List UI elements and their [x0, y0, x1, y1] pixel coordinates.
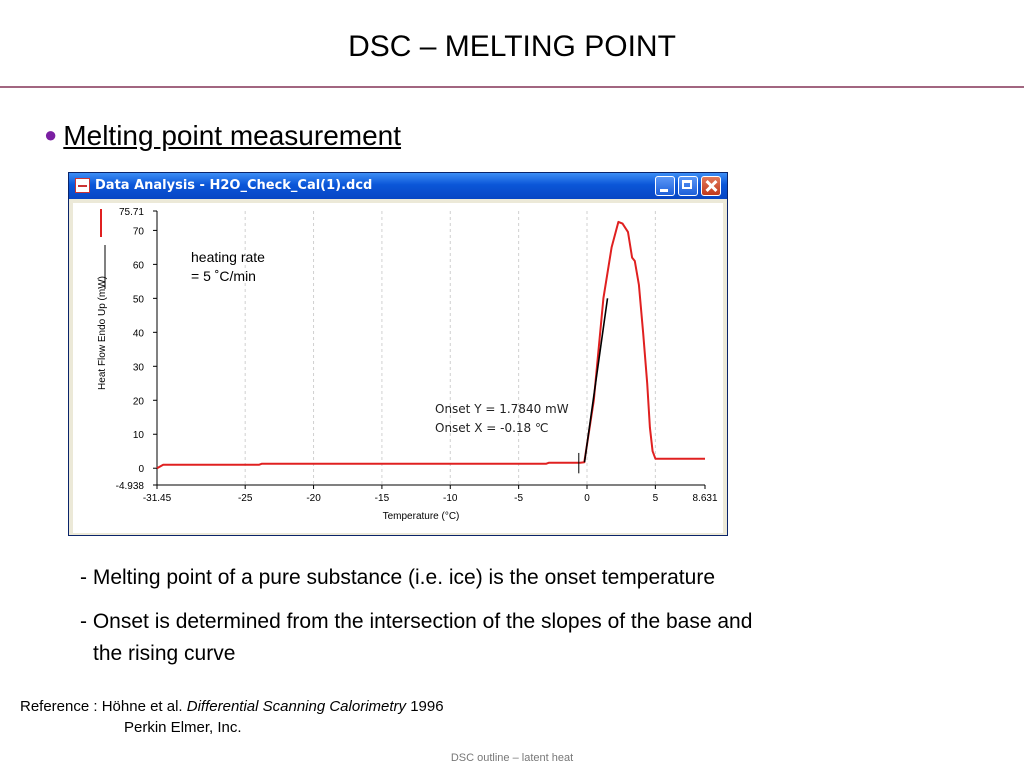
dsc-chart	[73, 203, 723, 533]
slide-footer: DSC outline – latent heat	[450, 752, 574, 764]
reference-book: Differential Scanning Calorimetry	[186, 698, 407, 715]
heating-rate-annotation: heating rate	[191, 249, 265, 265]
title-divider	[0, 86, 1024, 88]
plot-area	[73, 203, 723, 533]
note-line-3: the rising curve	[93, 642, 236, 665]
y-axis-label: Heat Flow Endo Up (mW)	[97, 276, 108, 390]
minimize-button[interactable]	[655, 176, 675, 196]
y-tick-label: 60	[132, 260, 144, 272]
window-titlebar[interactable]	[69, 173, 727, 199]
y-tick-label: 75.71	[118, 207, 144, 218]
x-axis-label: Temperature (°C)	[382, 511, 460, 522]
x-tick-label: 5	[652, 493, 659, 504]
bullet-dot-icon: ●	[44, 122, 58, 147]
onset-tangent-line	[585, 298, 608, 462]
note-line-1: - Melting point of a pure substance (i.e. ice) is the onset temperature	[80, 566, 715, 589]
bullet-text: Melting point measurement	[63, 120, 402, 151]
x-tick-label: 8.631	[692, 493, 718, 504]
x-tick-label: -31.45	[142, 493, 172, 504]
reference	[20, 698, 444, 715]
onset-annotation: Onset Y = 1.7840 mW	[435, 402, 569, 416]
x-tick-label: -20	[306, 493, 321, 504]
y-tick-label: 40	[132, 328, 144, 340]
x-tick-label: -25	[237, 493, 253, 504]
x-tick-label: -5	[514, 493, 524, 504]
y-tick-label: 50	[132, 294, 144, 306]
y-tick-label: 20	[132, 396, 144, 408]
y-tick-label: 30	[132, 362, 144, 374]
slide-title: DSC – MELTING POINT	[348, 30, 676, 63]
onset-annotation: Onset X = -0.18 ℃	[435, 421, 549, 435]
window-title: Data Analysis - H2O_Check_Cal(1).dcd	[95, 178, 373, 193]
x-tick-label: -10	[443, 493, 458, 504]
x-tick-label: 0	[584, 493, 590, 504]
reference-publisher: Perkin Elmer, Inc.	[124, 719, 242, 736]
heating-rate-annotation: = 5 ˚C/min	[191, 268, 256, 284]
note-line-2: - Onset is determined from the intersection of the slopes of the base and	[80, 610, 753, 633]
reference-prefix: Reference : Höhne et al.	[20, 698, 187, 715]
close-button[interactable]	[701, 176, 721, 196]
y-tick-label: -4.938	[115, 481, 144, 492]
y-tick-label: 70	[132, 226, 144, 238]
y-tick-label: 0	[138, 464, 144, 476]
app-icon	[75, 178, 90, 193]
data-analysis-window	[68, 172, 728, 536]
bullet-heading	[44, 120, 401, 152]
x-tick-label: -15	[374, 493, 390, 504]
reference-year: 1996	[406, 698, 444, 715]
y-tick-label: 10	[132, 430, 144, 442]
maximize-button[interactable]	[678, 176, 698, 196]
